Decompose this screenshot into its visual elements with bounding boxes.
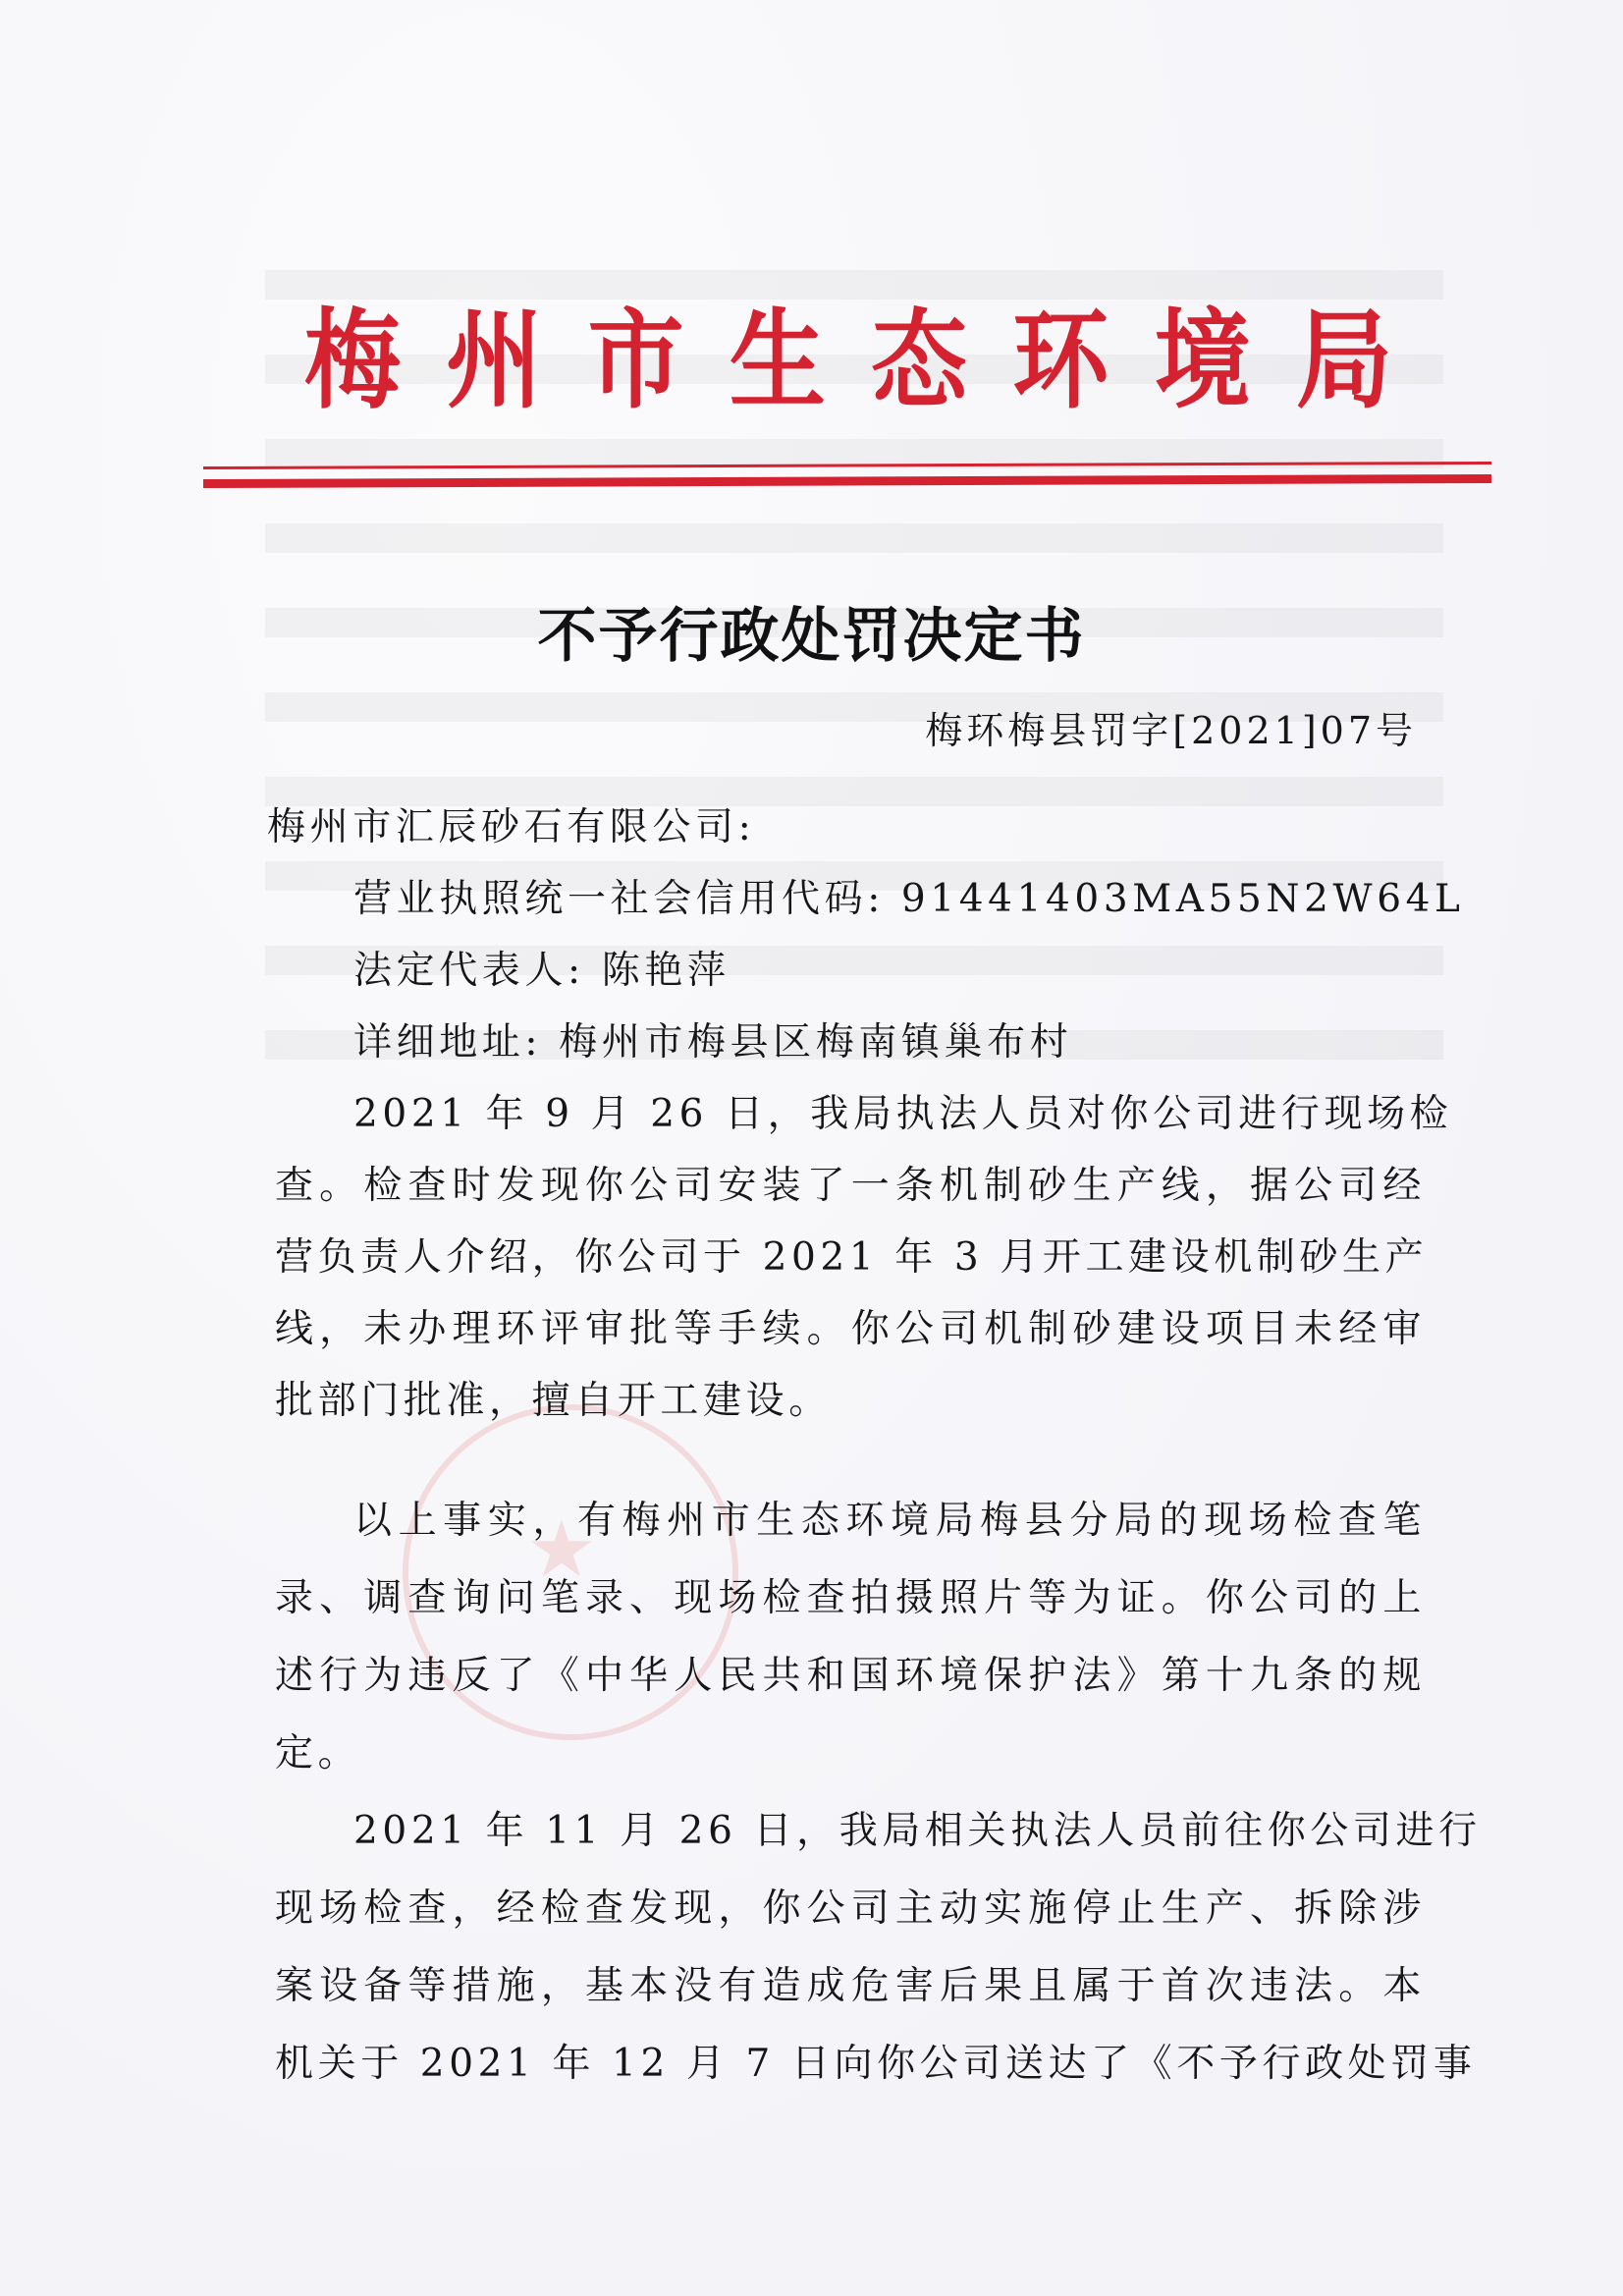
paragraph-2-line: 定。 bbox=[275, 1731, 361, 1776]
paragraph-1-line: 营负责人介绍，你公司于 2021 年 3 月开工建设机制砂生产 bbox=[275, 1235, 1429, 1280]
letterhead-divider-thick bbox=[203, 474, 1491, 488]
letterhead-org-name bbox=[304, 293, 1394, 424]
paragraph-1-line: 查。检查时发现你公司安装了一条机制砂生产线，据公司经 bbox=[275, 1164, 1426, 1208]
paragraph-2-line: 录、调查询问笔录、现场检查拍摄照片等为证。你公司的上 bbox=[275, 1576, 1426, 1620]
paragraph-1-line: 线，未办理环评审批等手续。你公司机制砂建设项目未经审 bbox=[275, 1307, 1426, 1351]
letterhead-char: 境 bbox=[1154, 298, 1253, 424]
address-field: 详细地址: 梅州市梅县区梅南镇巢布村 bbox=[353, 1020, 1073, 1065]
paragraph-3-line: 机关于 2021 年 12 月 7 日向你公司送达了《不予行政处罚事 bbox=[275, 2042, 1477, 2086]
paragraph-3-line: 2021 年 11 月 26 日，我局相关执法人员前往你公司进行 bbox=[353, 1809, 1482, 1853]
letterhead-char: 州 bbox=[446, 298, 545, 424]
letterhead-char: 梅 bbox=[304, 298, 404, 424]
paragraph-2-line: 述行为违反了《中华人民共和国环境保护法》第十九条的规 bbox=[275, 1654, 1426, 1698]
letterhead-divider-thin bbox=[203, 462, 1491, 469]
legal-representative-field: 法定代表人: 陈艳萍 bbox=[353, 949, 730, 993]
letterhead-char: 环 bbox=[1012, 298, 1111, 424]
letterhead-char: 市 bbox=[587, 298, 686, 424]
paragraph-2-line: 以上事实，有梅州市生态环境局梅县分局的现场检查笔 bbox=[353, 1499, 1426, 1543]
paragraph-1-line: 批部门批准，擅自开工建设。 bbox=[275, 1379, 832, 1423]
letterhead-char: 态 bbox=[871, 298, 970, 424]
letterhead-char: 生 bbox=[729, 298, 828, 424]
paragraph-3-line: 现场检查，经检查发现，你公司主动实施停止生产、拆除涉 bbox=[275, 1886, 1426, 1931]
paragraph-3-line: 案设备等措施，基本没有造成危害后果且属于首次违法。本 bbox=[275, 1964, 1426, 2008]
document-title: 不予行政处罚决定书 bbox=[537, 602, 1086, 671]
addressee: 梅州市汇辰砂石有限公司: bbox=[267, 805, 756, 849]
credit-code-field: 营业执照统一社会信用代码: 91441403MA55N2W64L bbox=[353, 877, 1465, 921]
paragraph-1-line: 2021 年 9 月 26 日，我局执法人员对你公司进行现场检 bbox=[353, 1092, 1453, 1136]
letterhead-char: 局 bbox=[1295, 298, 1394, 424]
document-number: 梅环梅县罚字[2021]07号 bbox=[925, 709, 1417, 752]
